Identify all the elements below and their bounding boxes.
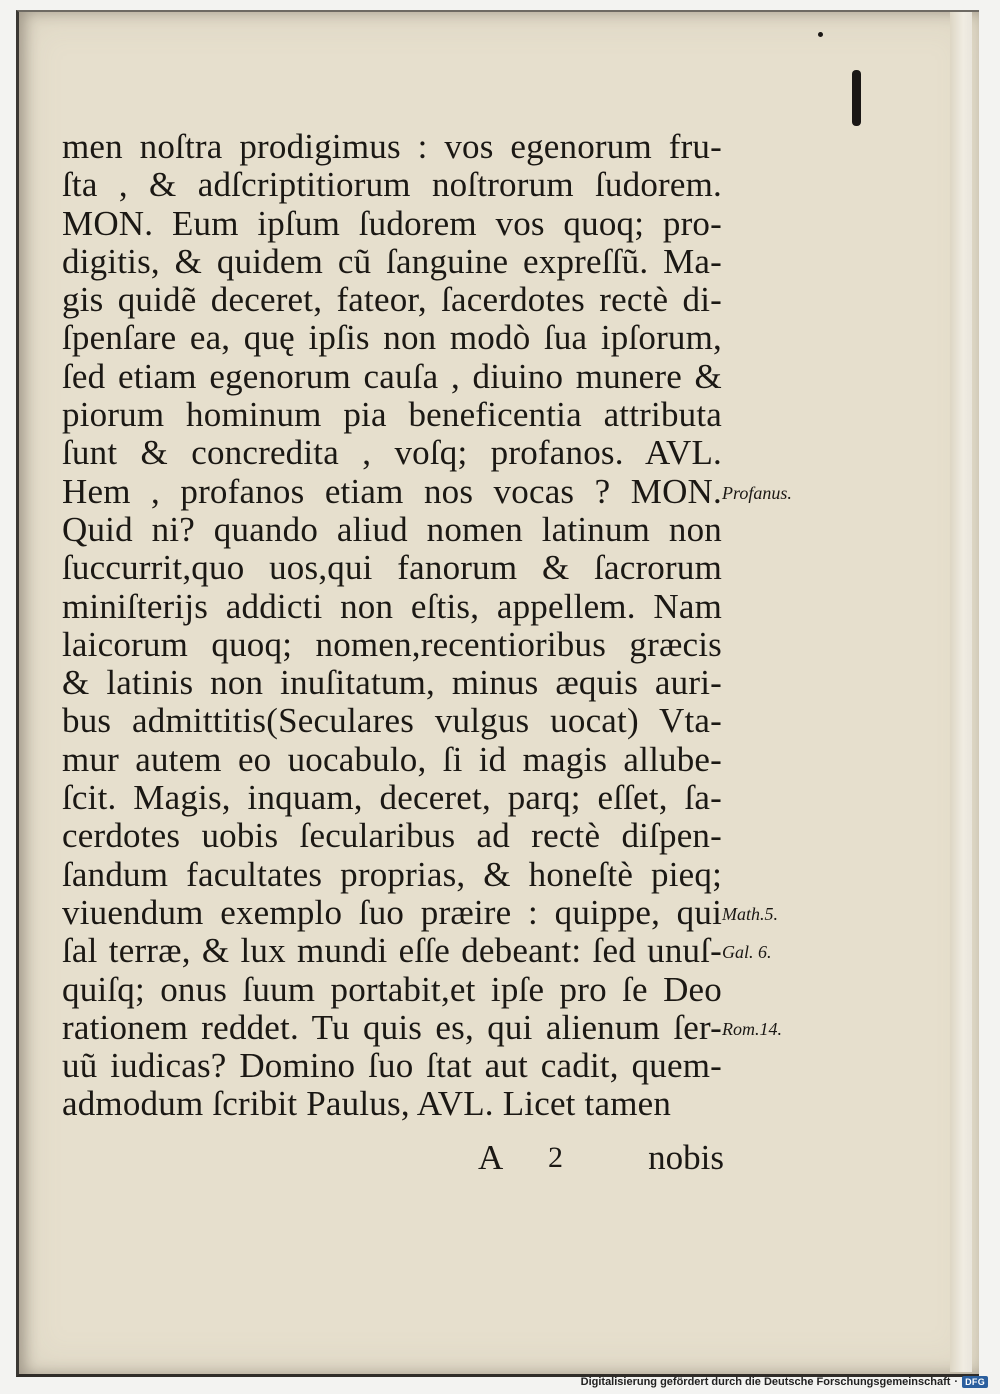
signature-number: 2 (548, 1141, 563, 1174)
text-line: ſta , & adſcriptitiorum noſtrorum ſudorem. (62, 165, 722, 205)
page-footer-line (478, 1138, 724, 1178)
text-line: Hem , profanos etiam nos vocas ? MON. (62, 471, 722, 511)
ink-speck (818, 32, 823, 37)
marginal-note: Profanus. (722, 482, 792, 503)
text-line: quiſq; onus ſuum portabit,et ipſe pro ſe Deo (62, 969, 722, 1009)
text-line: laicorum quoq; nomen,recentioribus græcis (62, 624, 722, 664)
credit-text: Digitalisierung gefördert durch die Deutsche Forschungsgemeinschaft (580, 1376, 951, 1388)
text-line: rationem reddet. Tu quis es, qui alienum ſer- (62, 1007, 722, 1047)
text-line: ſcit. Magis, inquam, deceret, parq; eſſet, ſa- (62, 778, 722, 818)
dfg-logo: DFG (962, 1376, 988, 1388)
text-line: ſuccurrit,quo uos,qui fanorum & ſacrorum (62, 548, 722, 588)
marginal-note: Math.5. (722, 904, 778, 924)
ink-speck (852, 70, 861, 126)
text-line: bus admittitis(Seculares vulgus uocat) Vta- (62, 701, 722, 741)
text-line: ſed etiam egenorum cauſa , diuino munere & (62, 356, 722, 396)
text-line: mur autem eo uocabulo, ſi id magis allube- (62, 739, 722, 779)
text-line: cerdotes uobis ſecularibus ad rectè diſpen- (62, 816, 722, 856)
text-line: gis quidẽ deceret, fateor, ſacerdotes rectè di- (62, 280, 722, 320)
text-line: digitis, & quidem cũ ſanguine expreſſũ. Ma- (62, 241, 722, 281)
text-line: MON. Eum ipſum ſudorem vos quoq; pro- (62, 203, 722, 243)
text-line: Quid ni? quando aliud nomen latinum non (62, 509, 722, 549)
text-line: men noſtra prodigimus : vos egenorum fru- (62, 127, 722, 166)
marginal-note: Gal. 6. (722, 942, 772, 963)
text-line: ſandum facultates proprias, & honeſtè pieq; (62, 854, 722, 894)
text-line: & latinis non inuſitatum, minus æquis auri- (62, 663, 722, 703)
text-line: miniſterijs addicti non eſtis, appellem. Nam (62, 586, 722, 626)
marginal-note: Rom.14. (722, 1018, 782, 1039)
text-line: ſunt & concredita , voſq; profanos. AVL. (62, 433, 722, 473)
digitization-credit: Digitalisierung gefördert durch die Deutsche Forschungsgemeinschaft · DFG (581, 1374, 988, 1390)
text-line: piorum hominum pia beneficentia attributa (62, 395, 722, 435)
text-line: ſal terræ, & lux mundi eſſe debeant: ſed unuſ- (62, 931, 722, 971)
main-text-block (62, 128, 722, 1124)
signature-mark: A (478, 1138, 504, 1177)
text-line: ſpenſare ea, quę ipſis non modò ſua ipſorum, (62, 318, 722, 358)
text-line: uũ iudicas? Domino ſuo ſtat aut cadit, quem- (62, 1046, 722, 1086)
text-line: viuendum exemplo ſuo præire : quippe, qui (62, 892, 722, 932)
page-edge (950, 12, 972, 1372)
catchword: nobis (648, 1138, 724, 1177)
text-line: admodum ſcribit Paulus, AVL. Licet tamen (62, 1084, 672, 1124)
